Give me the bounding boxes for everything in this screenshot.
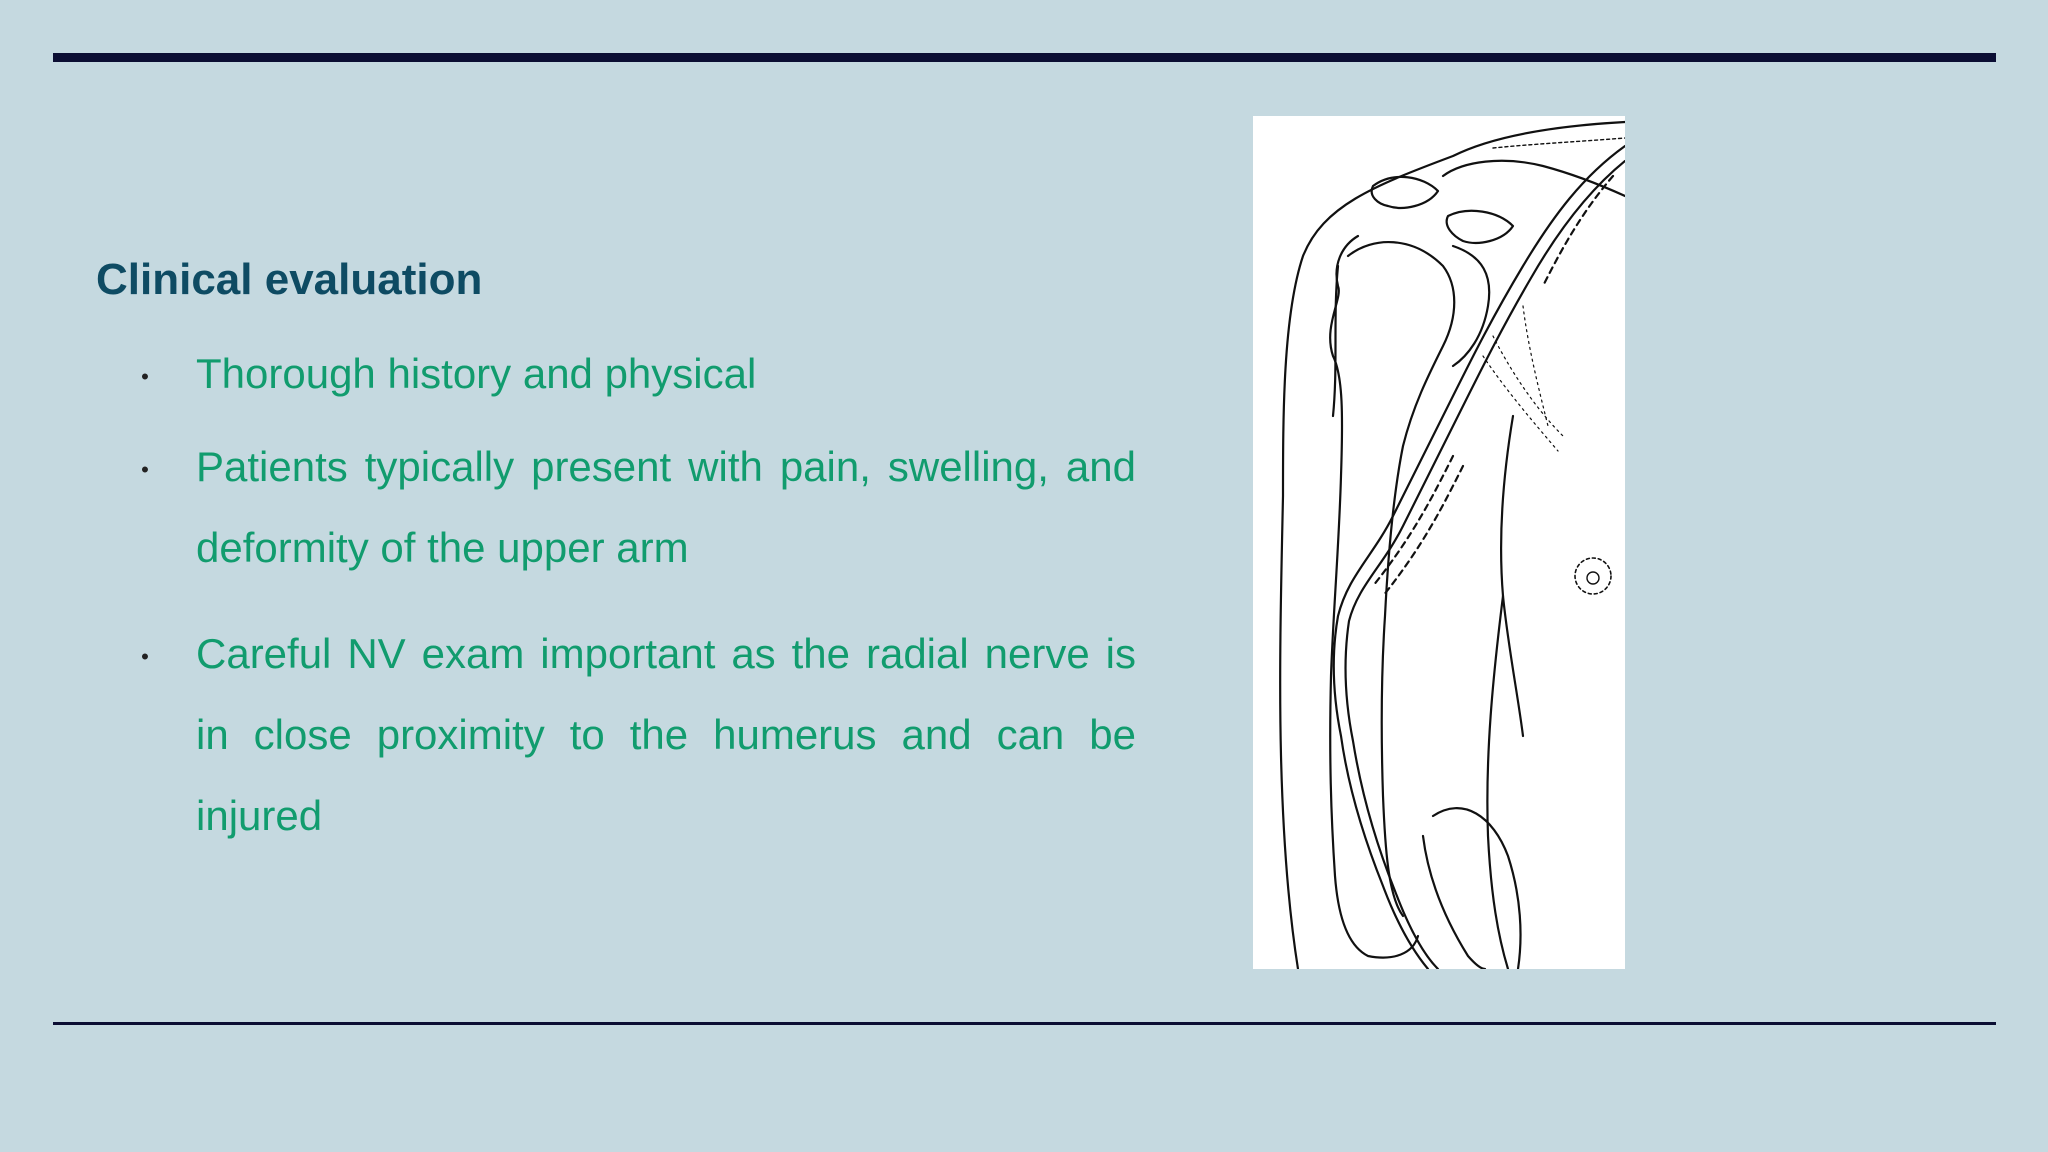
upper-arm-anatomy-icon [1253, 116, 1625, 969]
bullet-dot-icon: • [141, 457, 149, 482]
bullet-dot-icon: • [141, 644, 149, 669]
bullet-item-history: Thorough history and physical [196, 350, 757, 397]
bottom-divider [53, 1022, 1996, 1025]
bullet-dot-icon: • [141, 364, 149, 389]
bullet-item-nv-exam: Careful NV exam important as the radial nerve is in close proximity to the humerus and can be injured [196, 630, 1136, 839]
section-heading: Clinical evaluation [96, 255, 483, 304]
bullet-item-presentation: Patients typically present with pain, swelling, and deformity of the upper arm [196, 443, 1136, 571]
arm-anatomy-figure [1253, 116, 1625, 969]
